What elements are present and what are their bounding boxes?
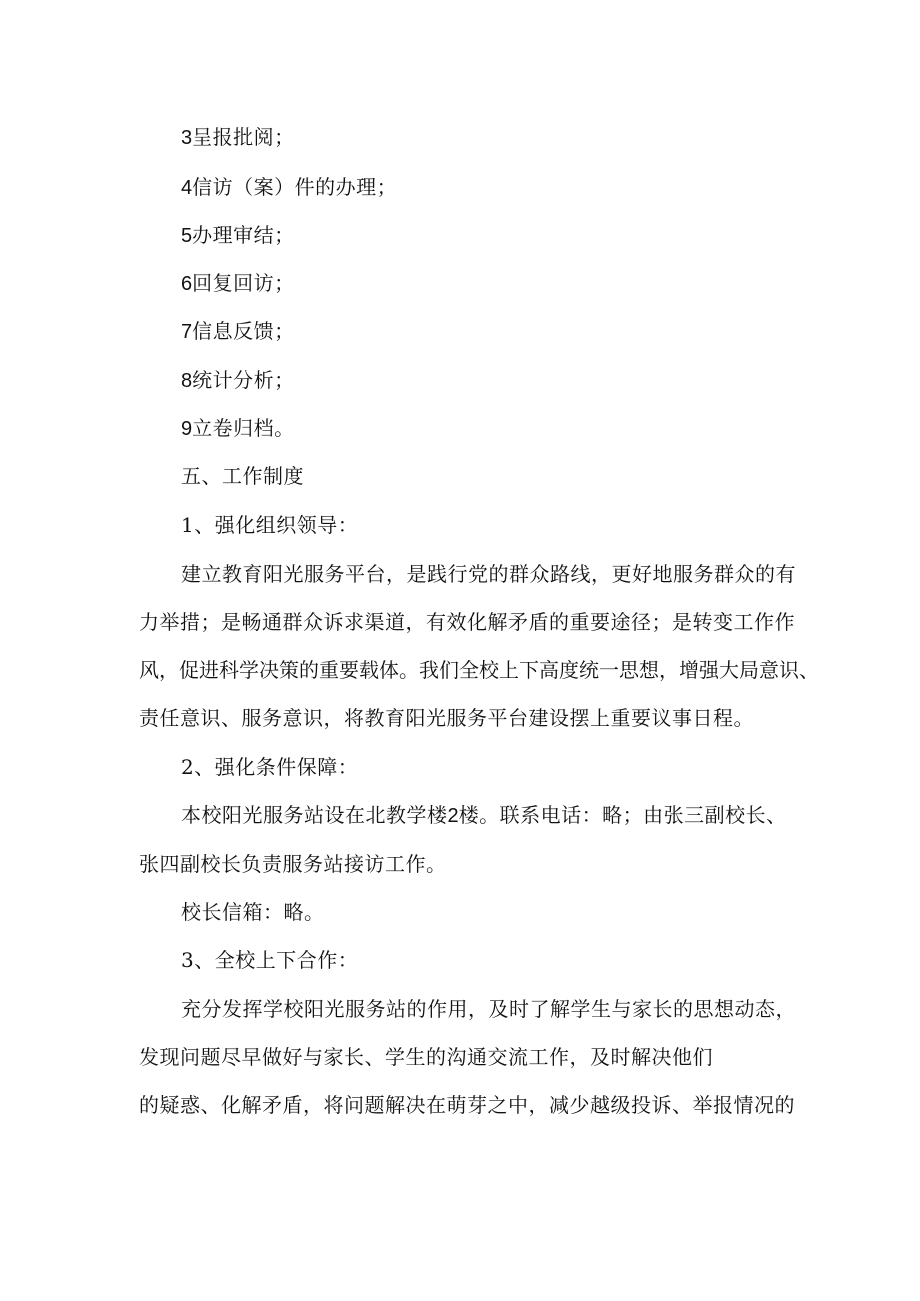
- list-item-text: 信访（案）件的办理；: [192, 175, 398, 199]
- floor-number: 2: [447, 805, 459, 827]
- list-item: [181, 270, 295, 297]
- list-item: [181, 222, 295, 249]
- list-item-number: 8: [181, 370, 193, 392]
- paragraph-line: 风，促进科学决策的重要载体。我们全校上下高度统一思想，增强大局意识、: [139, 658, 819, 682]
- text-segment: 本校阳光服务站设在北教学楼: [181, 803, 448, 827]
- paragraph-line: 力举措；是畅通群众诉求渠道，有效化解矛盾的重要途径；是转变工作作: [139, 610, 795, 634]
- paragraph-line: 张四副校长负责服务站接访工作。: [139, 852, 447, 876]
- text-segment: 楼。联系电话：略；由张三副校长、: [458, 803, 787, 827]
- paragraph-line: 建立教育阳光服务平台，是践行党的群众路线，更好地服务群众的有: [181, 562, 796, 586]
- paragraph-line: 发现问题尽早做好与家长、学生的沟通交流工作，及时解决他们: [139, 1045, 713, 1069]
- list-item-number: 4: [181, 177, 193, 199]
- section-heading: 五、工作制度: [181, 464, 304, 488]
- list-item: [181, 318, 295, 345]
- paragraph-line: 的疑惑、化解矛盾，将问题解决在萌芽之中，减少越级投诉、举报情况的: [139, 1093, 795, 1117]
- list-item-number: 9: [181, 418, 193, 440]
- list-item: [181, 124, 295, 151]
- paragraph-line: 责任意识、服务意识，将教育阳光服务平台建设摆上重要议事日程。: [139, 706, 754, 730]
- list-item-text: 呈报批阅；: [192, 125, 295, 149]
- list-item-text: 办理审结；: [192, 223, 295, 247]
- list-item-text: 统计分析；: [192, 368, 295, 392]
- list-item-number: 5: [181, 225, 193, 247]
- paragraph-line: 充分发挥学校阳光服务站的作用，及时了解学生与家长的思想动态，: [181, 997, 796, 1021]
- list-item-number: 7: [181, 321, 193, 343]
- subsection-heading: 3、全校上下合作：: [181, 948, 359, 972]
- list-item-text: 信息反馈；: [192, 319, 295, 343]
- paragraph-line: 校长信箱：略。: [181, 900, 325, 924]
- list-item: [181, 415, 295, 442]
- list-item-text: 回复回访；: [192, 271, 295, 295]
- list-item: [181, 174, 397, 201]
- subsection-heading: 1、强化组织领导：: [181, 513, 359, 537]
- list-item-number: 3: [181, 127, 193, 149]
- list-item-number: 6: [181, 273, 193, 295]
- list-item-text: 立卷归档。: [192, 416, 295, 440]
- subsection-heading: 2、强化条件保障：: [181, 755, 359, 779]
- paragraph-line: [181, 802, 787, 829]
- list-item: [181, 367, 295, 394]
